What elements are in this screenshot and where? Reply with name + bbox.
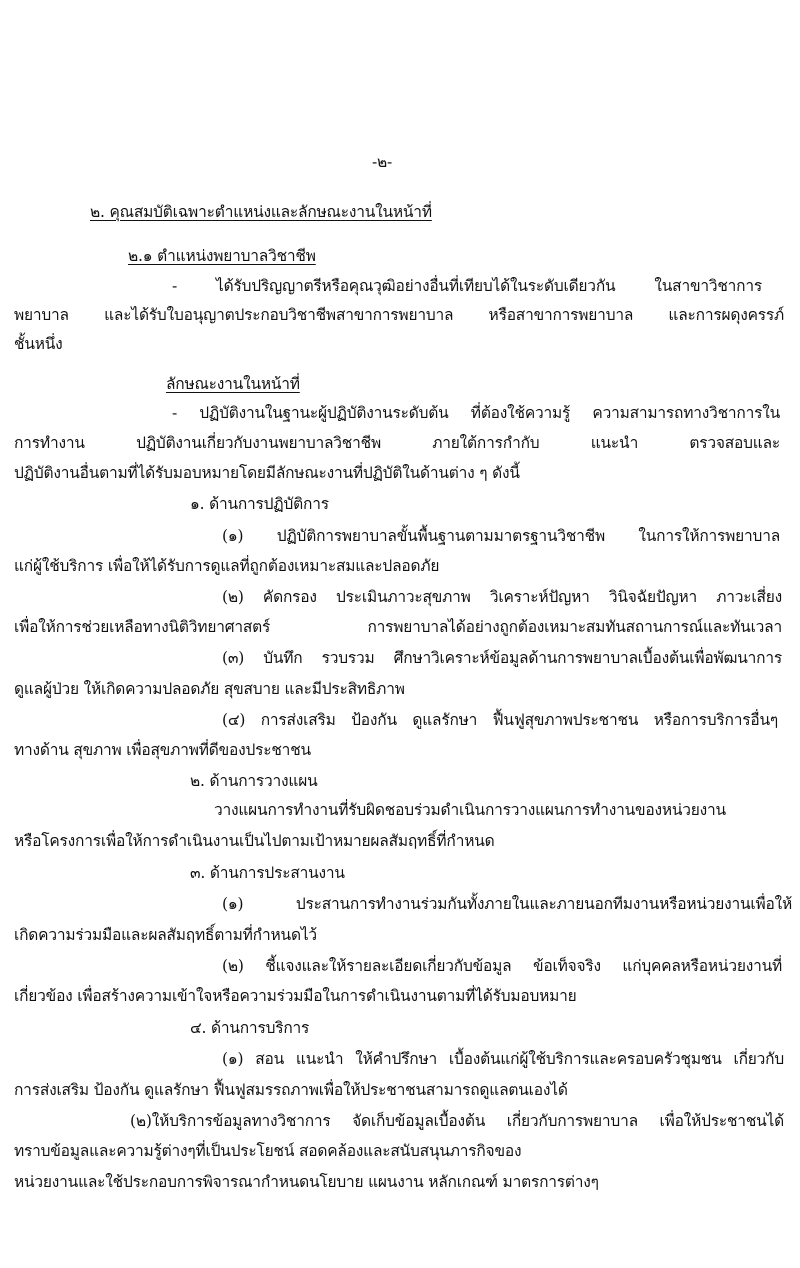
area-line: (๓) บันทึก รวบรวม ศึกษาวิเคราะห์ข้อมูลด้านการพยาบาลเบื้องต้นเพื่อพัฒนาการ [222,649,782,667]
area-line: (๑) ประสานการทำงานร่วมกันทั้งภายในและภายนอกทีมงานหรือหน่วยงานเพื่อให้ [222,895,792,913]
duties-intro-line: - ปฏิบัติงานในฐานะผู้ปฏิบัติงานระดับต้น ที่ต้องใช้ความรู้ ความสามารถทางวิชาการใน [172,404,780,422]
duties-intro-line: การทำงาน ปฏิบัติงานเกี่ยวกับงานพยาบาลวิชาชีพ ภายใต้การกำกับ แนะนำ ตรวจสอบและ [14,434,780,452]
area-heading: ๓. ด้านการประสานงาน [190,864,345,882]
area-line: (๑) ปฏิบัติการพยาบาลขั้นพื้นฐานตามมาตรฐานวิชาชีพ ในการให้การพยาบาล [222,527,780,545]
area-heading: ๔. ด้านการบริการ [190,1019,310,1037]
area-line: เกิดความร่วมมือและผลสัมฤทธิ์ตามที่กำหนดไว้ [14,926,317,944]
area-line: ดูแลผู้ป่วย ให้เกิดความปลอดภัย สุขสบาย และมีประสิทธิภาพ [14,680,405,698]
area-line: (๑) สอน แนะนำ ให้คำปรึกษา เบื้องต้นแก่ผู้ใช้บริการและครอบครัวชุมชน เกี่ยวกับ [222,1050,784,1068]
page-number: -๒- [372,153,393,171]
area-line: แก่ผู้ใช้บริการ เพื่อให้ได้รับการดูแลที่ถูกต้องเหมาะสมและปลอดภัย [14,557,440,575]
qualification-line: ชั้นหนึ่ง [14,335,63,353]
area-heading: ๑. ด้านการปฏิบัติการ [190,495,329,513]
position-heading: ๒.๑ ตำแหน่งพยาบาลวิชาชีพ [128,247,316,265]
section-heading: ๒. คุณสมบัติเฉพาะตำแหน่งและลักษณะงานในหน้าที่ [90,203,432,221]
area-line: ทราบข้อมูลและความรู้ต่างๆที่เป็นประโยชน์ สอดคล้องและสนับสนุนภารกิจของ [14,1142,522,1160]
duties-heading: ลักษณะงานในหน้าที่ [166,375,300,393]
area-line: ทางด้าน สุขภาพ เพื่อสุขภาพที่ดีของประชาชน [14,741,311,759]
area-line: (๒)ให้บริการข้อมูลทางวิชาการ จัดเก็บข้อมูลเบื้องต้น เกี่ยวกับการพยาบาล เพื่อให้ประชาชนได้ [130,1112,784,1130]
area-line: (๒) ชี้แจงและให้รายละเอียดเกี่ยวกับข้อมูล ข้อเท็จจริง แก่บุคคลหรือหน่วยงานที่ [222,957,782,975]
area-line: การส่งเสริม ป้องกัน ดูแลรักษา ฟื้นฟูสมรรถภาพเพื่อให้ประชาชนสามารถดูแลตนเองได้ [14,1081,568,1099]
area-line: (๔) การส่งเสริม ป้องกัน ดูแลรักษา ฟื้นฟูสุขภาพประชาชน หรือการบริการอื่นๆ [222,711,778,729]
area-line: หน่วยงานและใช้ประกอบการพิจารณากำหนดนโยบาย แผนงาน หลักเกณฑ์ มาตรการต่างๆ [14,1173,599,1191]
qualification-line: - ได้รับปริญญาตรีหรือคุณวุฒิอย่างอื่นที่เทียบได้ในระดับเดียวกัน ในสาขาวิชาการ [172,277,762,295]
area-line: (๒) คัดกรอง ประเมินภาวะสุขภาพ วิเคราะห์ปัญหา วินิจฉัยปัญหา ภาวะเสี่ยง [222,588,782,606]
area-line: หรือโครงการเพื่อให้การดำเนินงานเป็นไปตามเป้าหมายผลสัมฤทธิ์ที่กำหนด [14,832,495,850]
area-line: วางแผนการทำงานที่รับผิดชอบร่วมดำเนินการวางแผนการทำงานของหน่วยงาน [214,801,726,819]
area-line: เพื่อให้การช่วยเหลือทางนิติวิทยาศาสตร์ การพยาบาลได้อย่างถูกต้องเหมาะสมทันสถานการณ์และทันเวลา [14,618,782,636]
area-heading: ๒. ด้านการวางแผน [190,772,318,790]
qualification-line: พยาบาล และได้รับใบอนุญาตประกอบวิชาชีพสาขาการพยาบาล หรือสาขาการพยาบาล และการผดุงครรภ์ [14,306,784,324]
duties-intro-line: ปฏิบัติงานอื่นตามที่ได้รับมอบหมายโดยมีลักษณะงานที่ปฏิบัติในด้านต่าง ๆ ดังนี้ [14,464,520,482]
area-line: เกี่ยวข้อง เพื่อสร้างความเข้าใจหรือความร่วมมือในการดำเนินงานตามที่ได้รับมอบหมาย [14,987,577,1005]
